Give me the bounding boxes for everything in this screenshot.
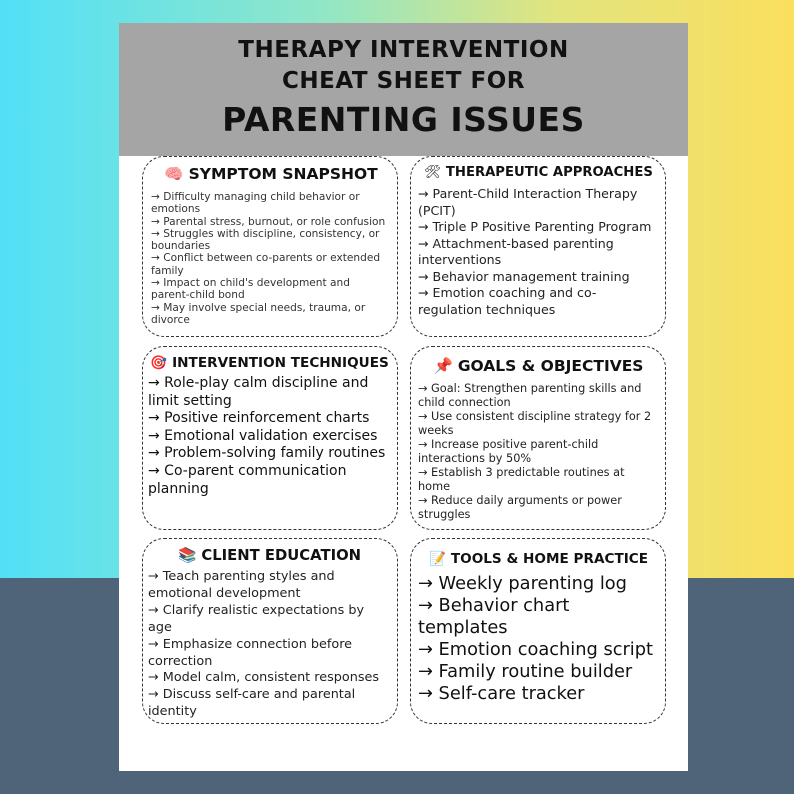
list-item: → Goal: Strengthen parenting skills and child connection [418,382,642,409]
list-item: → Parental stress, burnout, or role confusion [151,215,386,228]
tools-list [418,573,659,705]
list-item: → Difficulty managing child behavior or emotions [151,191,360,216]
card-intervention-techniques [142,346,398,530]
list-item: → Struggles with discipline, consistency, or boundaries [151,227,380,253]
list-item: → Parent-Child Interaction Therapy (PCIT) [418,186,638,218]
brain-icon: 🧠 [164,165,184,183]
list-item: → Impact on child's development and parent-child bond [151,277,350,302]
card-goals-objectives [410,346,666,530]
pushpin-icon: 📌 [433,357,453,375]
techniques-list [148,375,391,498]
card-therapeutic-approaches [410,156,666,337]
card-symptom-snapshot [142,156,398,337]
target-icon: 🎯 [150,355,168,371]
list-item: → Discuss self-care and parental identity [148,687,356,720]
approaches-list [418,186,659,318]
list-item: → Attachment-based parenting interventions [418,235,614,267]
card-title [148,355,391,371]
title-line-3: PARENTING ISSUES [222,100,585,139]
card-title [418,357,659,375]
symptom-list [151,191,391,326]
list-item: → Emotional validation exercises [148,427,378,444]
list-item: → Emotion coaching and co-regulation techniques [418,285,597,317]
hammer-wrench-icon: 🛠 [424,165,441,180]
list-item: → Clarify realistic expectations by age [148,602,365,635]
list-item: → Behavior chart templates [418,595,570,638]
list-item: → Increase positive parent-child interactions by 50% [418,438,599,465]
list-item: → Emphasize connection before correction [148,636,353,669]
list-item: → Positive reinforcement charts [148,410,370,427]
list-item: → Teach parenting styles and emotional development [148,569,335,601]
books-icon: 📚 [177,547,197,564]
card-title-text: THERAPEUTIC APPROACHES [445,165,653,180]
title-line-1: THERAPY INTERVENTION [238,37,569,63]
education-list [148,569,391,721]
card-title [418,551,659,567]
card-title-text: CLIENT EDUCATION [201,547,362,564]
card-tools-home-practice [410,538,666,724]
list-item: → Conflict between co-parents or extended family [151,252,381,277]
goals-list [418,382,659,522]
list-item: → Reduce daily arguments or power struggles [418,494,622,521]
list-item: → Role-play calm discipline and limit setting [148,375,369,409]
list-item: → Co-parent communication planning [148,462,347,497]
memo-icon: 📝 [428,551,446,567]
title-banner [119,23,688,156]
card-title [151,165,391,183]
list-item: → Emotion coaching script [418,639,653,660]
list-item: → May involve special needs, trauma, or divorce [151,301,366,326]
card-title-text: SYMPTOM SNAPSHOT [188,165,378,183]
card-title-text: INTERVENTION TECHNIQUES [172,355,389,371]
list-item: → Behavior management training [418,268,630,284]
title-line-2: CHEAT SHEET FOR [282,68,525,94]
card-client-education [142,538,398,724]
list-item: → Family routine builder [418,661,633,682]
list-item: → Weekly parenting log [418,573,627,594]
card-title [148,546,391,564]
card-title-text: TOOLS & HOME PRACTICE [450,551,649,567]
list-item: → Use consistent discipline strategy for 2 weeks [418,410,652,437]
card-title [418,165,659,180]
list-item: → Self-care tracker [418,683,585,704]
list-item: → Establish 3 predictable routines at home [418,466,625,493]
list-item: → Problem-solving family routines [148,445,386,462]
card-title-text: GOALS & OBJECTIVES [457,357,644,375]
list-item: → Model calm, consistent responses [148,670,380,686]
list-item: → Triple P Positive Parenting Program [418,219,652,234]
